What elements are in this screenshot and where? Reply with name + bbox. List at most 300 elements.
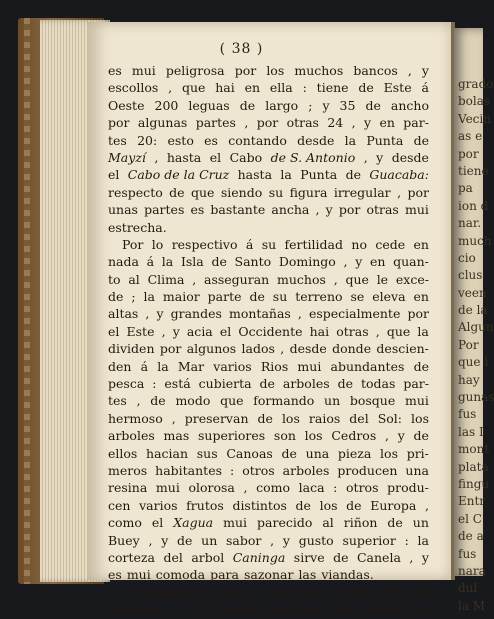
word: una	[305, 445, 330, 461]
word: quan-	[393, 254, 429, 270]
word: ancho	[390, 97, 429, 113]
word: un	[324, 393, 341, 409]
text-line	[108, 271, 429, 288]
facing-page-fragment: que l	[458, 355, 489, 370]
word: maior	[219, 602, 257, 618]
word: excesivo	[108, 602, 162, 618]
word: Isla	[384, 584, 408, 600]
word: lados	[241, 341, 275, 357]
text-line	[108, 445, 429, 462]
word: de	[387, 515, 403, 531]
word: ellos	[108, 445, 138, 461]
word: ,	[333, 271, 338, 287]
word: El	[122, 584, 136, 600]
word: donde	[332, 341, 372, 357]
word: asseguran	[204, 271, 270, 287]
page-number: ( 38 )	[219, 41, 264, 57]
word: tes	[108, 132, 127, 148]
text-line	[108, 358, 429, 375]
word: la	[157, 358, 169, 374]
word: es	[204, 132, 218, 148]
word: son	[273, 428, 296, 444]
word: la	[143, 289, 155, 305]
word: Cabo	[229, 149, 263, 165]
word: Cedros	[331, 428, 377, 444]
word: esta	[350, 584, 378, 600]
word: arbol	[191, 549, 225, 565]
word: es-	[410, 602, 429, 618]
word: de	[281, 445, 297, 461]
word: ,	[243, 480, 248, 496]
word: por	[256, 115, 279, 131]
word: par-	[403, 376, 429, 392]
word: mui	[223, 515, 248, 531]
facing-page-fragment: por	[458, 146, 479, 161]
word: ,	[148, 532, 153, 548]
word: que	[181, 80, 206, 96]
word: la	[199, 602, 211, 618]
word: ,	[170, 602, 175, 618]
word: ;	[131, 289, 136, 305]
word: de	[169, 184, 185, 200]
word: y	[156, 306, 164, 322]
word: le	[376, 271, 389, 287]
word: irregular	[333, 184, 391, 200]
facing-page-fragment: cio	[458, 250, 476, 265]
facing-page-fragment: dul	[458, 581, 478, 596]
word: exce-	[395, 271, 429, 287]
word: Caninga	[232, 549, 286, 565]
facing-page-fragment: la M	[458, 598, 486, 613]
text-line	[108, 497, 429, 514]
word: por	[159, 341, 182, 357]
text-line	[108, 566, 429, 583]
word: y	[376, 149, 384, 165]
word: de	[150, 393, 166, 409]
text-line	[108, 132, 429, 149]
word: Oeste	[108, 97, 145, 113]
word: Mayzí	[108, 149, 146, 165]
word: ,	[315, 202, 320, 218]
word: sus	[196, 445, 218, 461]
word: abundantes	[330, 358, 405, 374]
word: es	[108, 63, 122, 78]
word: Mar	[177, 358, 205, 374]
word: en	[369, 254, 386, 270]
word: hai	[309, 323, 330, 339]
word: raios	[308, 410, 341, 426]
word: de	[108, 289, 124, 305]
word: gusto	[298, 532, 334, 548]
word: :	[152, 376, 157, 392]
word: bastante	[210, 202, 266, 218]
word: respectivo	[171, 236, 238, 252]
word: Clima	[147, 271, 185, 287]
word: de	[199, 584, 215, 600]
word: ella	[269, 80, 293, 96]
word: de	[259, 376, 275, 392]
word: en	[379, 115, 395, 131]
word: es	[415, 584, 429, 600]
word: pesca	[108, 376, 145, 392]
word: varios	[139, 497, 178, 513]
word: altas	[108, 306, 139, 322]
facing-page-fragment: tiene	[458, 163, 489, 178]
word: Este	[383, 80, 412, 96]
word: es	[190, 202, 205, 218]
word: que	[220, 393, 244, 409]
word: ,	[297, 306, 302, 322]
word: la	[417, 323, 429, 339]
word: y	[421, 63, 429, 78]
word: fertilidad	[284, 236, 344, 252]
word: una	[331, 602, 356, 618]
word: ,	[161, 323, 166, 339]
word: Cabo de la Cruz	[127, 167, 230, 183]
word: 35	[339, 97, 356, 113]
word: que	[386, 323, 411, 339]
word: partes	[195, 115, 236, 131]
word: otros	[346, 480, 379, 496]
word: desde	[297, 132, 335, 148]
word: la	[344, 132, 357, 148]
word: superiores	[198, 428, 266, 444]
word: Canoas	[226, 445, 273, 461]
word: que	[269, 584, 294, 600]
facing-page-fragment: hay	[458, 372, 480, 387]
word: y	[421, 549, 429, 565]
word: mui	[126, 567, 151, 583]
word: el	[219, 323, 232, 339]
word: por	[234, 63, 257, 78]
facing-page-edge	[454, 28, 494, 613]
word: y	[183, 602, 191, 618]
text-line	[108, 323, 429, 340]
word: los	[319, 497, 338, 513]
facing-page-fragment: de a	[458, 529, 484, 544]
word: y	[172, 323, 180, 339]
word: arboles	[108, 428, 155, 444]
text-line	[108, 514, 429, 531]
word: viandas.	[321, 567, 374, 583]
word: al	[128, 271, 140, 287]
word: 24	[327, 115, 344, 131]
word: ,	[351, 115, 356, 131]
word: tes	[108, 393, 127, 409]
facing-page-fragment: las I	[458, 424, 484, 439]
word: como	[256, 480, 291, 496]
word: modo	[175, 393, 211, 409]
word: to	[108, 271, 121, 287]
word: montañas	[229, 306, 291, 322]
word: ,	[397, 184, 402, 200]
word: Europa	[370, 497, 417, 513]
word: de	[333, 549, 349, 565]
word: no	[351, 236, 367, 252]
word: su	[272, 289, 288, 305]
word: parte	[207, 289, 242, 305]
text-line	[108, 584, 429, 601]
word: los	[266, 63, 285, 78]
word: como	[108, 515, 142, 531]
word: mui	[404, 202, 429, 218]
word: y	[364, 115, 372, 131]
word: numero	[142, 584, 192, 600]
word: parte	[265, 602, 299, 618]
word: olorosa	[188, 480, 235, 496]
word: los	[380, 445, 398, 461]
facing-page-fragment: fus	[458, 546, 477, 561]
word: mui	[131, 63, 156, 78]
word: por	[407, 184, 429, 200]
word: laca	[298, 480, 325, 496]
word: largo	[265, 97, 299, 113]
word: la	[161, 254, 174, 270]
word: sabor	[226, 532, 262, 548]
facing-page-fragment: clus	[458, 268, 483, 283]
word: y	[322, 97, 330, 113]
text-line	[108, 479, 429, 496]
word: acia	[186, 323, 213, 339]
word: hasta	[166, 149, 202, 165]
word: á	[421, 80, 429, 96]
word: algunos	[186, 341, 237, 357]
word: al	[322, 515, 334, 531]
word: escollos	[108, 80, 159, 96]
word: es	[108, 567, 122, 583]
word: de	[345, 167, 361, 183]
word: meros	[108, 462, 148, 478]
word: y	[161, 532, 169, 548]
word: ,	[136, 393, 141, 409]
word: maior	[162, 289, 200, 305]
word: Punta	[366, 132, 404, 148]
facing-page-fragment: grado	[458, 77, 494, 91]
word: de	[413, 358, 429, 374]
facing-page-fragment: gunas	[458, 390, 494, 405]
word: ancha	[271, 202, 310, 218]
word: cede	[375, 236, 406, 252]
facing-page-fragment: veen	[458, 285, 487, 300]
word: produ-	[387, 480, 429, 496]
word: den	[108, 358, 132, 374]
word: arboles	[282, 376, 330, 392]
word: de	[249, 289, 265, 305]
word: Por	[122, 236, 144, 252]
text-line	[108, 62, 429, 79]
word: otros	[242, 462, 275, 478]
word: hermoso	[108, 410, 163, 426]
word: formando	[253, 393, 315, 409]
word: ,	[385, 428, 389, 444]
word: ,	[145, 306, 150, 322]
word: de	[239, 97, 256, 113]
word: Canela	[356, 549, 401, 565]
text-line	[108, 392, 429, 409]
word: está	[164, 376, 191, 392]
word: preservan	[184, 410, 249, 426]
word: Este	[126, 323, 155, 339]
word: ,	[343, 254, 348, 270]
word: siendo	[220, 184, 263, 200]
word: de	[413, 132, 429, 148]
word: ,	[154, 149, 159, 165]
word: lo	[151, 236, 164, 252]
word: la	[417, 532, 429, 548]
text-line	[108, 462, 429, 479]
word: :	[404, 532, 409, 548]
word: el	[108, 167, 120, 183]
word: bosque	[349, 393, 396, 409]
word: por	[108, 115, 130, 131]
text-line	[108, 375, 429, 392]
facing-page-fragment: de la	[458, 303, 488, 318]
word: ,	[168, 80, 173, 96]
word: y	[397, 428, 405, 444]
word: 200	[154, 97, 179, 113]
word: estrecha.	[108, 219, 167, 235]
word: Occidente	[238, 323, 303, 339]
word: los	[281, 410, 300, 426]
word: en	[327, 584, 344, 600]
word: figura	[289, 184, 328, 200]
word: y	[325, 202, 333, 218]
word: en	[244, 80, 261, 96]
word: de	[177, 532, 193, 548]
word: habitantes	[155, 462, 223, 478]
facing-page-fragment: fus	[458, 407, 477, 422]
word: Sol:	[377, 410, 403, 426]
word: se	[350, 289, 365, 305]
facing-page-fragment: ion d	[458, 198, 489, 213]
word: en	[413, 289, 429, 305]
page-text	[108, 62, 429, 619]
text-line	[108, 201, 429, 218]
word: su	[268, 184, 284, 200]
word: contando	[228, 132, 287, 148]
word: esto	[167, 132, 194, 148]
word: frutos	[186, 497, 224, 513]
word: del	[349, 410, 369, 426]
word: unas	[108, 202, 138, 218]
word: la	[280, 167, 292, 183]
word: en	[413, 236, 429, 252]
facing-page-fragment: Vecin	[458, 111, 491, 126]
word: figura	[364, 602, 403, 618]
text-line	[108, 532, 429, 549]
word: un	[201, 532, 218, 548]
word: un	[412, 515, 429, 531]
text-line	[108, 184, 429, 201]
word: bancos	[353, 63, 398, 78]
word: las	[298, 567, 317, 583]
word: cen	[108, 497, 131, 513]
text-line	[108, 253, 429, 270]
text-line	[108, 288, 429, 305]
word: por	[407, 306, 429, 322]
facing-page-fragment: Por	[458, 337, 479, 352]
word: respecto	[108, 184, 163, 200]
word: mui	[297, 358, 322, 374]
word: de	[337, 376, 353, 392]
word: sazonar	[243, 567, 294, 583]
word: de	[307, 602, 324, 618]
text-line	[108, 427, 429, 444]
word: ,	[171, 410, 176, 426]
word: hai	[300, 584, 321, 600]
facing-page-fragment: Algun	[458, 320, 494, 335]
word: terreno	[295, 289, 343, 305]
word: por	[338, 202, 361, 218]
word: 20:	[137, 132, 158, 148]
word: de S. Antonio	[270, 149, 356, 165]
word: ,	[258, 584, 263, 600]
word: ,	[244, 115, 249, 131]
word: todas	[360, 376, 396, 392]
word: riñon	[343, 515, 378, 531]
word: grandes	[170, 306, 222, 322]
word: á	[146, 254, 155, 270]
word: tiene	[316, 80, 349, 96]
word: descien-	[376, 341, 429, 357]
facing-page-fragment: as e	[458, 129, 483, 144]
text-line	[108, 149, 429, 166]
text-line	[108, 219, 429, 236]
word: á	[140, 358, 149, 374]
facing-page-fragment: nar.	[458, 216, 482, 231]
facing-page-fragment: much	[458, 233, 492, 248]
word: varios	[213, 358, 252, 374]
word: leguas	[188, 97, 230, 113]
word: el	[108, 323, 120, 339]
word: ,	[270, 532, 275, 548]
word: ;	[308, 97, 313, 113]
word: ,	[363, 149, 368, 165]
word: otras	[336, 323, 369, 339]
word: arboles	[282, 462, 330, 478]
word: el	[151, 515, 164, 531]
facing-page-fragment: mont	[458, 442, 490, 457]
word: de	[346, 497, 362, 513]
word: pri-	[406, 445, 429, 461]
text-line	[108, 340, 429, 357]
word: par-	[403, 115, 429, 131]
text-line	[108, 601, 429, 618]
word: de	[211, 254, 227, 270]
word: ,	[425, 497, 429, 513]
word: los	[411, 410, 429, 426]
word: Punta	[300, 167, 338, 183]
text-line	[108, 549, 429, 566]
word: los	[304, 428, 323, 444]
text-line	[108, 236, 429, 253]
word: otras	[366, 202, 399, 218]
word: superior	[342, 532, 396, 548]
word: hacian	[146, 445, 189, 461]
word: pieza	[337, 445, 372, 461]
word: y	[355, 254, 363, 270]
text-line	[108, 305, 429, 322]
facing-page-fragment: el C	[458, 511, 482, 526]
word: Buey	[108, 532, 140, 548]
text-line	[108, 166, 429, 183]
word: el	[209, 149, 222, 165]
word: Guacaba:	[369, 167, 429, 183]
word: mas	[163, 428, 190, 444]
word: distintos	[232, 497, 287, 513]
word: algunas	[137, 115, 188, 131]
word: otras	[286, 115, 319, 131]
